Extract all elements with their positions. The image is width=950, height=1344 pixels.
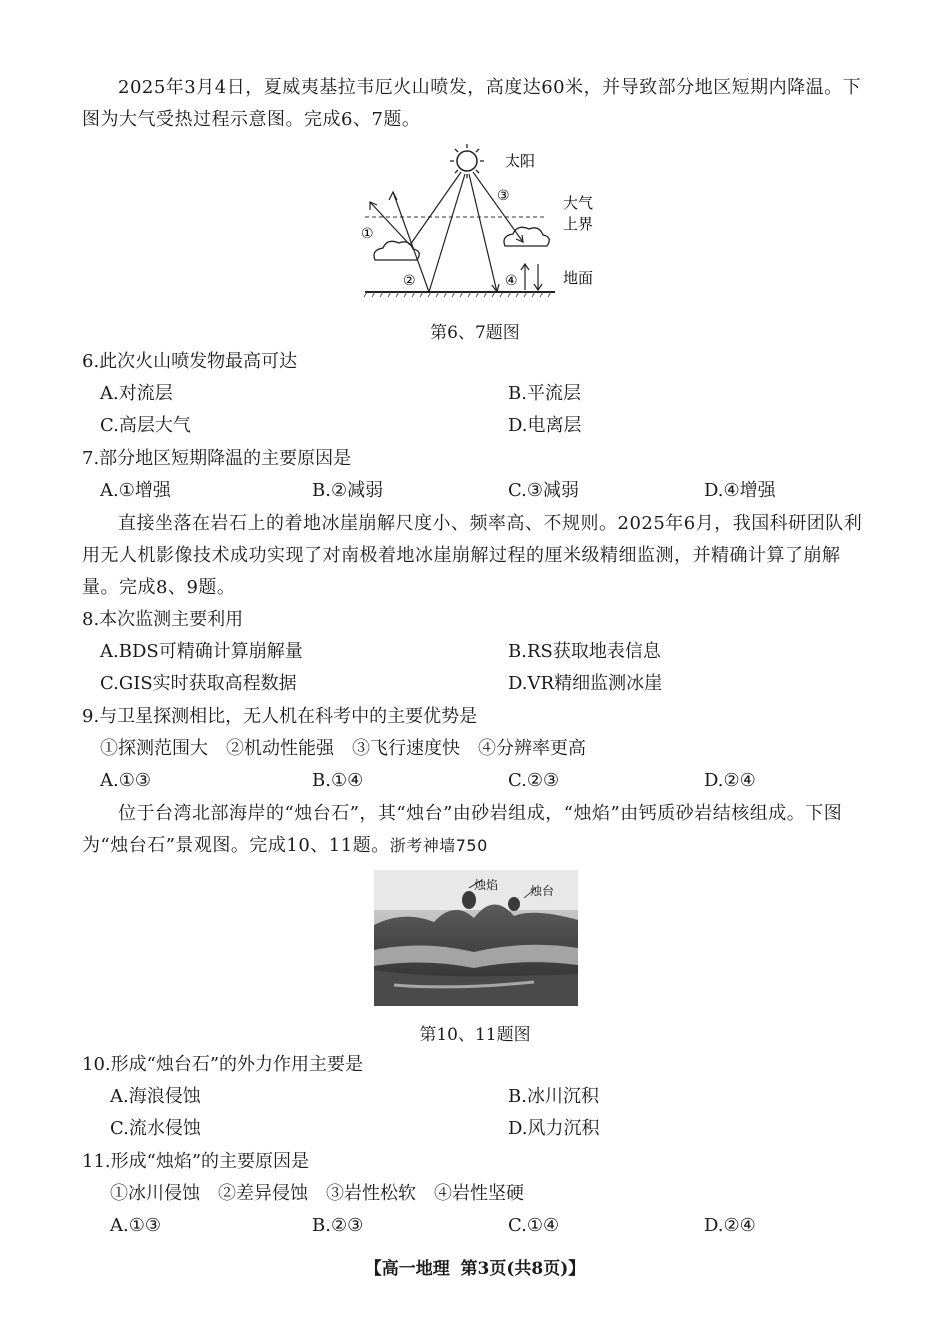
mark-3: ③ [497,188,510,204]
q11-option-d[interactable]: D.②④ [704,1215,756,1236]
sun-icon [450,144,484,178]
q10-stem: 10.形成“烛台石”的外力作用主要是 [82,1054,364,1075]
figure1-caption: 第6、7题图 [430,323,520,343]
atm-label-2: 上界 [563,215,594,233]
q7-option-a[interactable]: A.①增强 [100,480,171,501]
intro-6-7: 2025年3月4日，夏威夷基拉韦厄火山喷发，高度达60米，并导致部分地区短期内降温。下图为大气受热过程示意图。完成6、7题。 [82,77,862,130]
q10-option-d[interactable]: D.风力沉积 [508,1118,600,1139]
cloud-left-icon [374,241,419,260]
q6-option-c[interactable]: C.高层大气 [100,415,191,436]
q7-option-d[interactable]: D.④增强 [704,480,776,501]
ground-label: 地面 [563,269,594,287]
page-footer [0,1254,950,1279]
q9-option-b[interactable]: B.①④ [312,770,364,791]
q6-option-a[interactable]: A.对流层 [100,383,173,404]
atm-label-1: 大气 [563,194,594,212]
q7-option-c[interactable]: C.③减弱 [508,480,579,501]
q8-option-b[interactable]: B.RS获取地表信息 [508,641,661,662]
candle-rock-photo [374,870,578,1006]
cloud-right-icon [504,227,549,246]
q9-stem: 9.与卫星探测相比，无人机在科考中的主要优势是 [82,706,478,727]
watermark: 浙考神墙750 [389,836,488,855]
atmosphere-heating-diagram [355,142,615,310]
mark-2: ② [403,273,416,289]
q7-stem: 7.部分地区短期降温的主要原因是 [82,448,352,469]
footer-page: 第3页(共8页)】 [460,1259,586,1279]
sun-label: 太阳 [505,152,536,170]
footer-subject: 【高一地理 [364,1259,450,1279]
figure2-caption: 第10、11题图 [419,1025,531,1045]
q10-option-b[interactable]: B.冰川沉积 [508,1086,599,1107]
q11-option-a[interactable]: A.①③ [110,1215,161,1236]
q11-stem: 11.形成“烛焰”的主要原因是 [82,1151,310,1172]
intro-10-11 [82,798,872,862]
q11-option-c[interactable]: C.①④ [508,1215,560,1236]
q8-option-d[interactable]: D.VR精细监测冰崖 [508,673,663,694]
q8-option-c[interactable]: C.GIS实时获取高程数据 [100,673,297,694]
intro-10-11-text: 位于台湾北部海岸的“烛台石”，其“烛台”由砂岩组成，“烛焰”由钙质砂岩结核组成。下图为“烛台石”景观图。完成10、11题。 [82,803,843,856]
q10-option-a[interactable]: A.海浪侵蚀 [110,1086,201,1107]
q9-option-a[interactable]: A.①③ [100,770,151,791]
q11-items: ①冰川侵蚀 ②差异侵蚀 ③岩性松软 ④岩性坚硬 [110,1183,524,1204]
q9-option-d[interactable]: D.②④ [704,770,756,791]
q7-option-b[interactable]: B.②减弱 [312,480,384,501]
q8-stem: 8.本次监测主要利用 [82,609,244,630]
q9-items: ①探测范围大 ②机动性能强 ③飞行速度快 ④分辨率更高 [100,738,586,759]
q6-option-d[interactable]: D.电离层 [508,415,582,436]
label-base: 烛台 [530,884,555,898]
q9-option-c[interactable]: C.②③ [508,770,560,791]
q8-option-a[interactable]: A.BDS可精确计算崩解量 [100,641,303,662]
q10-option-c[interactable]: C.流水侵蚀 [110,1118,201,1139]
q6-stem: 6.此次火山喷发物最高可达 [82,351,298,372]
mark-1: ① [361,226,374,242]
mark-4: ④ [505,273,518,289]
label-flame: 烛焰 [474,878,499,892]
q11-option-b[interactable]: B.②③ [312,1215,364,1236]
intro-8-9: 直接坐落在岩石上的着地冰崖崩解尺度小、频率高、不规则。2025年6月，我国科研团队利用无人机影像技术成功实现了对南极着地冰崖崩解过程的厘米级精细监测，并精确计算了崩解量。完成8、9题。 [82,513,863,598]
q6-option-b[interactable]: B.平流层 [508,383,581,404]
